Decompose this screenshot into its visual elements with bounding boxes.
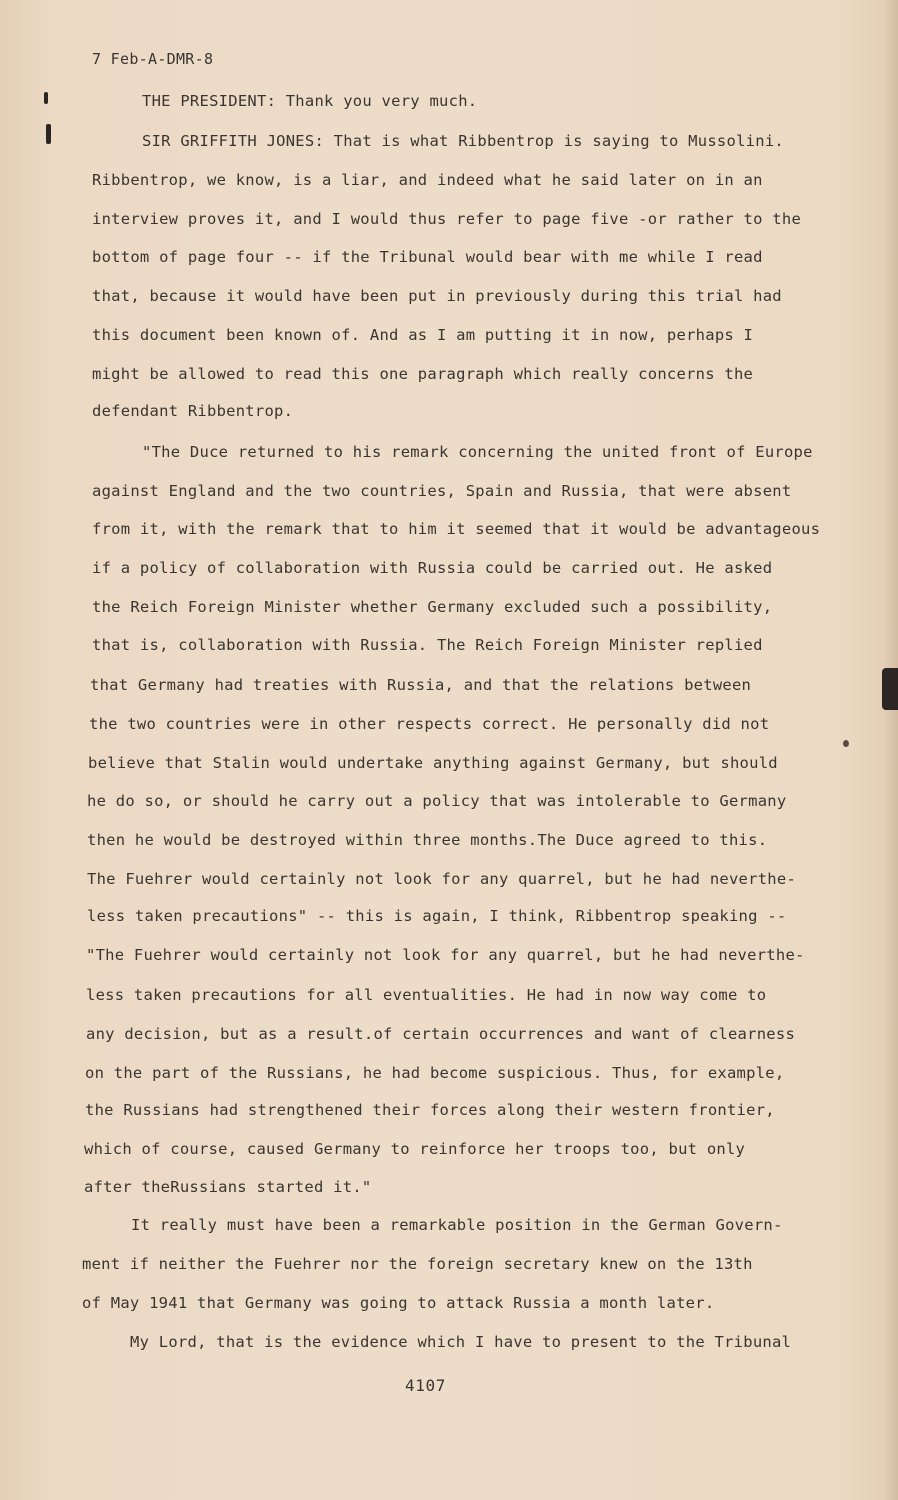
paper-edge-shadow xyxy=(884,0,898,1500)
text-line: might be allowed to read this one paragraph which really concerns the xyxy=(92,365,754,383)
text-line: The Fuehrer would certainly not look for any quarrel, but he had neverthe- xyxy=(87,870,797,888)
text-line: any decision, but as a result.of certain occurrences and want of clearness xyxy=(86,1025,796,1043)
text-line: interview proves it, and I would thus refer to page five -or rather to the xyxy=(92,210,802,228)
text-line: that, because it would have been put in previously during this trial had xyxy=(92,287,782,305)
text-line: if a policy of collaboration with Russia could be carried out. He asked xyxy=(92,559,773,577)
text-line: of May 1941 that Germany was going to attack Russia a month later. xyxy=(82,1294,715,1312)
text-line: then he would be destroyed within three months.The Duce agreed to this. xyxy=(87,831,768,849)
text-line: against England and the two countries, Spain and Russia, that were absent xyxy=(92,482,792,500)
binder-hole-mark xyxy=(46,124,51,144)
text-line: he do so, or should he carry out a policy that was intolerable to Germany xyxy=(87,792,787,810)
text-line: that Germany had treaties with Russia, and that the relations between xyxy=(90,676,752,694)
document-header-id: 7 Feb-A-DMR-8 xyxy=(92,50,214,68)
text-line: the Reich Foreign Minister whether Germany excluded such a possibility, xyxy=(92,598,773,616)
text-line: the two countries were in other respects correct. He personally did not xyxy=(89,715,770,733)
text-line: THE PRESIDENT: Thank you very much. xyxy=(142,92,478,110)
text-line: from it, with the remark that to him it seemed that it would be advantageous xyxy=(92,520,821,538)
text-line: "The Duce returned to his remark concerning the united front of Europe xyxy=(142,443,813,461)
text-line: that is, collaboration with Russia. The Reich Foreign Minister replied xyxy=(92,636,763,654)
text-line: ment if neither the Fuehrer nor the foreign secretary knew on the 13th xyxy=(82,1255,753,1273)
text-line: SIR GRIFFITH JONES: That is what Ribbentrop is saying to Mussolini. xyxy=(142,132,784,150)
text-line: this document been known of. And as I am putting it in now, perhaps I xyxy=(92,326,754,344)
text-line: It really must have been a remarkable position in the German Govern- xyxy=(131,1216,783,1234)
text-line: after theRussians started it." xyxy=(84,1178,372,1196)
text-line: less taken precautions for all eventualities. He had in now way come to xyxy=(86,986,767,1004)
text-line: defendant Ribbentrop. xyxy=(92,402,294,420)
text-line: My Lord, that is the evidence which I have to present to the Tribunal xyxy=(130,1333,792,1351)
text-line: bottom of page four -- if the Tribunal would bear with me while I read xyxy=(92,248,763,266)
text-line: less taken precautions" -- this is again, I think, Ribbentrop speaking -- xyxy=(87,907,787,925)
page-number: 4107 xyxy=(405,1376,446,1395)
ink-speck xyxy=(843,740,849,747)
text-line: on the part of the Russians, he had become suspicious. Thus, for example, xyxy=(85,1064,785,1082)
binder-hole-mark-top xyxy=(44,92,48,104)
text-line: believe that Stalin would undertake anything against Germany, but should xyxy=(88,754,778,772)
binding-tab xyxy=(882,668,898,710)
text-line: "The Fuehrer would certainly not look for any quarrel, but he had neverthe- xyxy=(86,946,805,964)
text-line: the Russians had strengthened their forces along their western frontier, xyxy=(85,1101,775,1119)
text-line: Ribbentrop, we know, is a liar, and indeed what he said later on in an xyxy=(92,171,763,189)
text-line: which of course, caused Germany to reinforce her troops too, but only xyxy=(84,1140,746,1158)
